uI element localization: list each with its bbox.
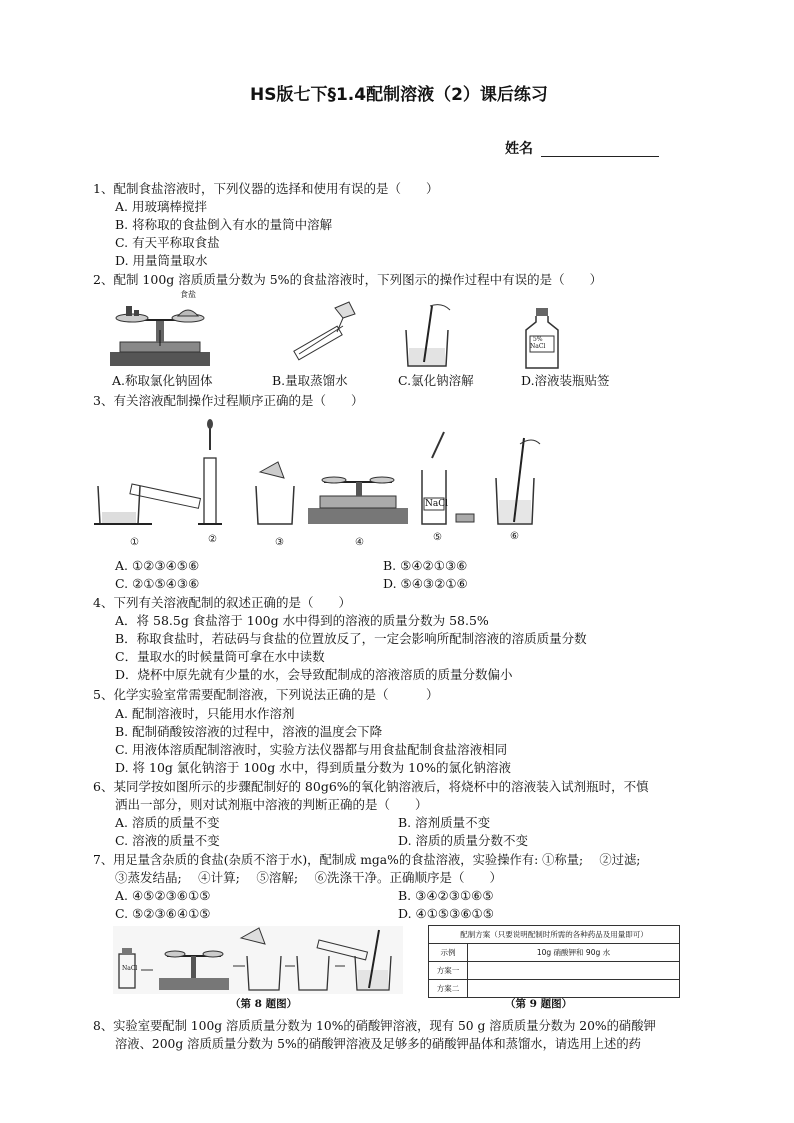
q1-option-b: B. 将称取的食盐倒入有水的量筒中溶解 <box>115 217 333 232</box>
q4-option-a: A．将 58.5g 食盐溶于 100g 水中得到的溶液的质量分数为 58.5% <box>115 613 489 628</box>
q3-option-d: D. ⑤④③②①⑥ <box>383 576 468 591</box>
q3-option-b: B. ⑤④②①③⑥ <box>383 558 468 573</box>
fig9-row-label: 方案一 <box>429 962 468 980</box>
q3-step-6: ⑥ <box>510 531 519 542</box>
q6-stem-line1: 6、某同学按如图所示的步骤配制好的 80g6%的氧化钠溶液后，将烧杯中的溶液装入试剂瓶时，不慎 <box>93 779 649 794</box>
q8-bottle-label: NaCl <box>122 965 138 972</box>
q1-option-a: A. 用玻璃棒搅拌 <box>115 199 207 214</box>
q3-steps-figure <box>92 418 562 530</box>
q3-step-3: ③ <box>275 537 284 548</box>
q2-dissolve-figure <box>402 300 462 370</box>
q2-caption-c: C.氯化钠溶解 <box>398 373 474 388</box>
q3-step-2: ② <box>208 534 217 545</box>
q2-balance-figure <box>108 290 212 370</box>
name-label: 姓名 <box>505 141 533 157</box>
q2-cylinder-figure <box>285 298 365 368</box>
q3-bottle-label: NaCl <box>425 499 449 509</box>
bottle-nacl-label: NaCl <box>530 343 546 350</box>
q3-step-4: ④ <box>355 537 364 548</box>
q4-option-b: B．称取食盐时，若砝码与食盐的位置放反了，一定会影响所配制溶液的溶质质量分数 <box>115 631 587 646</box>
q3-option-c: C. ②①⑤④③⑥ <box>115 576 200 591</box>
fig9-header: 配制方案（只要说明配制时所需的各种药品及用量即可） <box>429 926 680 944</box>
q1-stem: 1、配制食盐溶液时，下列仪器的选择和使用有误的是（ ） <box>93 181 439 196</box>
q5-option-d: D. 将 10g 氯化钠溶于 100g 水中，得到质量分数为 10%的氯化钠溶液 <box>115 760 511 775</box>
bottle-percent-label: 5% <box>533 336 543 343</box>
q6-option-c: C. 溶液的质量不变 <box>115 833 220 848</box>
q3-step-1: ① <box>130 537 139 548</box>
q4-option-d: D．烧杯中原先就有少量的水，会导致配制成的溶液溶质的质量分数偏小 <box>115 667 513 682</box>
q6-option-a: A. 溶质的质量不变 <box>115 815 220 830</box>
q7-stem-line1: 7、用足量含杂质的食盐(杂质不溶于水)，配制成 mga%的食盐溶液，实验操作有: ①称量; ②过滤; <box>93 853 641 867</box>
q1-option-c: C. 有天平称取食盐 <box>115 235 220 250</box>
fig8-caption: （第 8 题图） <box>230 998 298 1010</box>
page-title: HS版七下§1.4配制溶液（2）课后练习 <box>250 85 548 105</box>
name-blank[interactable] <box>541 156 659 157</box>
fig9-row-label: 方案二 <box>429 980 468 998</box>
q7-option-d: D. ④①⑤③⑥①⑤ <box>398 906 494 921</box>
q8-line1: 8、实验室要配制 100g 溶质质量分数为 10%的硝酸钾溶液，现有 50 g 溶质质量分数为 20%的硝酸钾 <box>93 1019 656 1033</box>
fig9-row-value: 10g 硝酸钾和 90g 水 <box>468 944 680 962</box>
q6-option-d: D. 溶质的质量分数不变 <box>398 833 529 848</box>
q2-caption-a: A.称取氯化钠固体 <box>112 373 213 388</box>
q2-caption-b: B.量取蒸馏水 <box>272 373 348 388</box>
fig9-row-label: 示例 <box>429 944 468 962</box>
fig9-plan-table <box>428 925 680 998</box>
fig9-row-value[interactable] <box>468 962 680 980</box>
q7-option-a: A. ④⑤②③⑥①⑤ <box>115 888 211 903</box>
q5-option-b: B. 配制硝酸铵溶液的过程中，溶液的温度会下降 <box>115 724 383 739</box>
q4-option-c: C．量取水的时候量筒可拿在水中读数 <box>115 649 325 664</box>
fig9-caption: （第 9 题图） <box>505 998 573 1010</box>
q5-stem: 5、化学实验室常需要配制溶液，下列说法正确的是（ ） <box>93 687 439 702</box>
q7-option-c: C. ⑤②③⑥④①⑤ <box>115 906 211 921</box>
q7-stem-line2: ③蒸发结晶; ④计算; ⑤溶解; ⑥洗涤干净。正确顺序是（ ） <box>115 870 503 885</box>
q6-stem-line2: 洒出一部分，则对试剂瓶中溶液的判断正确的是（ ） <box>115 797 428 812</box>
q4-stem: 4、下列有关溶液配制的叙述正确的是（ ） <box>93 595 351 610</box>
q6-option-b: B. 溶剂质量不变 <box>398 815 491 830</box>
q1-option-d: D. 用量筒量取水 <box>115 253 208 268</box>
q3-option-a: A. ①②③④⑤⑥ <box>115 558 200 573</box>
fig9-row-value[interactable] <box>468 980 680 998</box>
q2-stem: 2、配制 100g 溶质质量分数为 5%的食盐溶液时，下列图示的操作过程中有误的是（ ） <box>93 272 603 287</box>
q3-step-5: ⑤ <box>433 532 442 543</box>
q5-option-c: C. 用液体溶质配制溶液时，实验方法仪器都与用食盐配制食盐溶液相同 <box>115 742 508 757</box>
q7-option-b: B. ③④②③①⑥⑤ <box>398 888 494 903</box>
q2-caption-d: D.溶液装瓶贴签 <box>521 373 610 388</box>
salt-label: 食盐 <box>180 290 196 299</box>
q8-procedure-figure <box>113 926 403 994</box>
q3-stem: 3、有关溶液配制操作过程顺序正确的是（ ） <box>93 393 364 408</box>
q8-line2: 溶液、200g 溶质质量分数为 5%的硝酸钾溶液及足够多的硝酸钾晶体和蒸馏水，请选用上述的药 <box>115 1037 641 1051</box>
q5-option-a: A. 配制溶液时，只能用水作溶剂 <box>115 706 295 721</box>
